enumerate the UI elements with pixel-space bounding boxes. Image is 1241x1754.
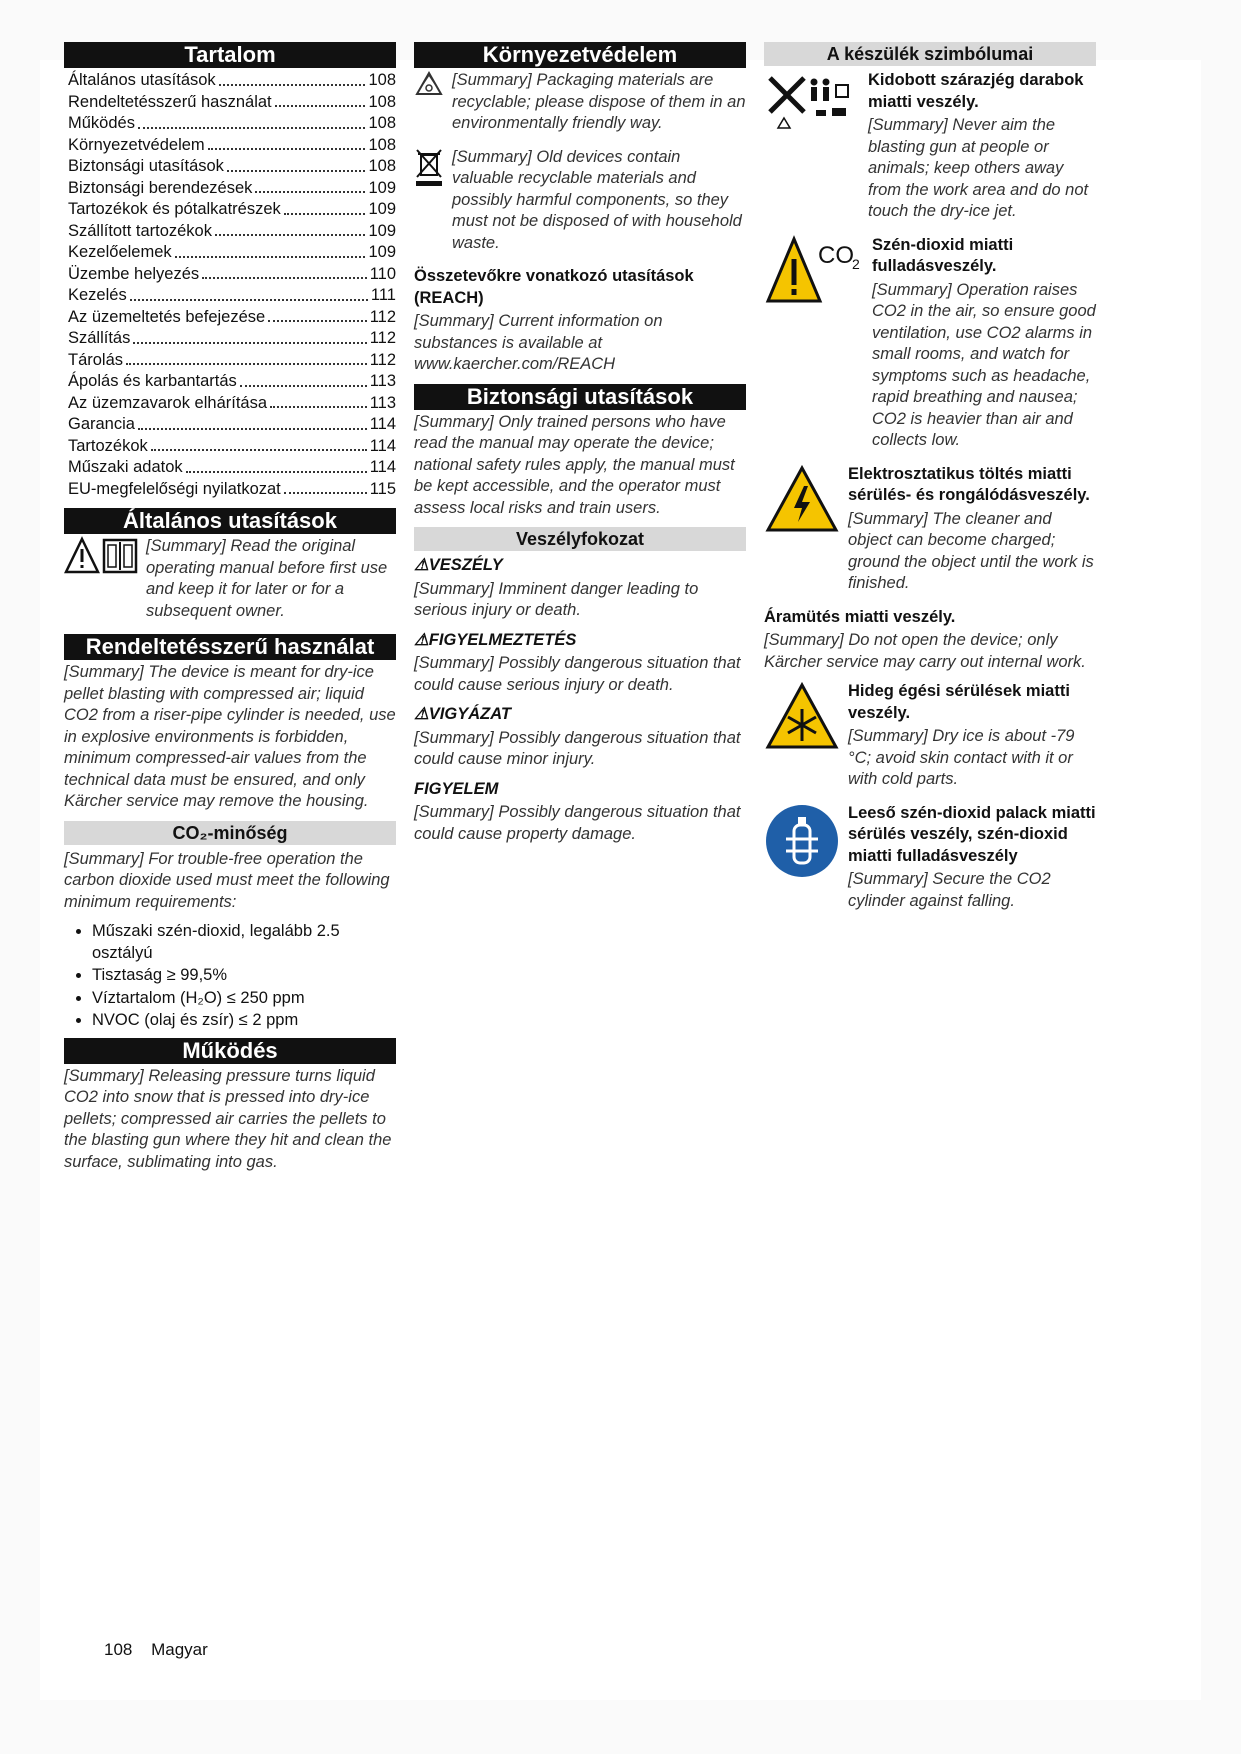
column-left [64,42,396,1181]
toc-entry[interactable] [68,328,396,350]
toc-entry-page: 112 [369,307,396,326]
packaging-block [414,70,746,143]
toc-entry[interactable] [68,479,396,501]
general-summary: [Summary] Read the original operating manual before first use and keep it for later or for a subsequent owner. [146,537,388,620]
toc-entry-page: 115 [369,479,396,498]
read-manual-icon [64,536,138,576]
caution-summary: [Summary] Possibly dangerous situation that could cause minor injury. [414,728,741,768]
warning-triangle-icon: ⚠ [414,556,429,574]
toc-entry-label: Az üzemzavarok elhárítása [68,393,268,412]
toc-entry-label: Környezetvédelem [68,135,205,154]
toc-entry-label: Műszaki adatok [68,458,183,476]
toc-leader [227,156,366,172]
static-title: Elektrosztatikus töltés miatti sérülés- és rongálódásveszély. [848,464,1090,504]
toc-entry-page: 110 [369,264,396,283]
co2-warning-icon [764,235,864,305]
toc-leader [126,350,367,366]
toc-entry-page: 113 [369,393,396,412]
toc-entry-label: Kezelőelemek [68,243,172,261]
notice-label: FIGYELEM [414,779,499,798]
toc-entry[interactable] [68,371,396,393]
toc-entry[interactable] [68,393,396,415]
warning-summary: [Summary] Possibly dangerous situation that could cause serious injury or death. [414,654,741,694]
suffocation-block [764,235,1096,460]
toc-leader [240,371,367,387]
static-block [764,464,1096,603]
toc-entry-page: 112 [369,350,396,369]
toc-leader [138,414,367,430]
safety-summary: [Summary] Only trained persons who have read the manual may operate the device; national safety rules apply, the manual must be kept accessible, and the operator must assess local risks and train users. [414,412,735,517]
warning-label: ⚠FIGYELMEZTETÉS [414,630,577,649]
toc-entry[interactable] [68,70,396,92]
toc-entry-label: Rendeltetésszerű használat [68,92,272,111]
environment-heading: Környezetvédelem [414,42,746,68]
toc-leader [255,178,365,194]
toc-leader [208,135,366,151]
toc-entry-label: Az üzemeltetés befejezése [68,307,266,326]
page-number: 108 [104,1640,133,1659]
list-item: • Műszaki szén-dioxid, legalább 2.5 osztályú [92,921,396,964]
recycling-icon [414,70,444,100]
electronics-block [414,147,746,263]
reach-link[interactable]: www.kaercher.com/REACH [414,355,616,373]
ejected-block [764,70,1096,231]
toc-entry[interactable] [68,178,396,200]
toc-entry[interactable] [68,221,396,243]
toc-leader [130,285,368,301]
toc-entry-label: Szállítás [68,329,131,347]
shock-title: Áramütés miatti veszély. [764,607,956,626]
reach-title: Összetevőkre vonatkozó utasítások (REACH) [414,267,694,307]
warning-triangle-icon: ⚠ [414,705,429,723]
svg-text:2: 2 [852,255,860,272]
notice-summary: [Summary] Possibly dangerous situation that could cause property damage. [414,803,741,843]
cylinder-block [764,803,1096,921]
column-middle [414,42,746,853]
toc-entry-label: Üzembe helyezés [68,264,200,283]
page-footer [104,1640,222,1660]
toc-entry-label: Garancia [68,415,135,433]
co2-quality-summary: [Summary] For trouble-free operation the carbon dioxide used must meet the following minimum requirements: [64,849,390,911]
toc-leader [284,199,366,215]
toc-entry-page: 108 [368,135,396,154]
footer-language: Magyar [151,1640,208,1659]
column-right [764,42,1096,924]
toc-entry[interactable] [68,307,396,329]
toc-entry-label: Biztonsági utasítások [68,157,224,175]
cold-summary: [Summary] Dry ice is about -79 °C; avoid skin contact with it or with cold parts. [848,727,1075,788]
danger-summary: [Summary] Imminent danger leading to serious injury or death. [414,579,699,619]
toc-leader [175,242,366,258]
reach-summary: [Summary] Current information on substances is available at www.kaercher.com/REACH [414,312,663,373]
operation-heading: Működés [64,1038,396,1064]
table-of-contents [64,70,396,500]
hazard-levels-heading: Veszélyfokozat [414,527,746,551]
toc-entry-label: Tárolás [68,350,124,369]
toc-entry-label: Ápolás és karbantartás [68,372,237,390]
co2-quality-heading: CO₂-minőség [64,821,396,845]
toc-entry-page: 108 [368,92,396,111]
toc-entry-page: 114 [369,458,396,476]
toc-leader [138,113,366,129]
list-item: • Víztartalom (H₂O) ≤ 250 ppm [92,988,396,1010]
toc-entry[interactable] [68,199,396,221]
cold-hazard-icon [764,681,840,751]
toc-entry[interactable] [68,264,396,286]
toc-leader [275,92,366,108]
toc-leader [284,479,367,495]
list-item: • Tisztaság ≥ 99,5% [92,965,396,987]
general-block [64,536,396,630]
toc-entry-page: 108 [368,71,396,89]
cold-block [764,681,1096,799]
toc-heading: Tartalom [64,42,396,68]
toc-entry-page: 108 [368,157,396,175]
cylinder-title: Leeső szén-dioxid palack miatti sérülés veszély, szén-dioxid miatti fulladásveszély [848,803,1096,865]
caution-label: ⚠VIGYÁZAT [414,705,511,723]
toc-entry-label: Kezelés [68,286,127,304]
cold-title: Hideg égési sérülések miatti veszély. [848,682,1070,722]
ejected-summary: [Summary] Never aim the blasting gun at people or animals; keep others away from the work area and do not touch the dry-ice jet. [868,116,1089,220]
toc-leader [202,264,367,280]
toc-leader [219,70,366,86]
ejected-title: Kidobott szárazjég darabok miatti veszély. [868,71,1084,111]
toc-leader [270,393,367,409]
toc-entry[interactable] [68,92,396,114]
toc-entry-label: Tartozékok és pótalkatrészek [68,200,281,218]
toc-entry-label: Általános utasítások [68,71,216,89]
crossed-bin-icon [414,147,444,187]
toc-entry-page: 109 [368,200,396,218]
toc-leader [186,457,367,473]
toc-entry[interactable] [68,135,396,157]
toc-entry-label: Tartozékok [68,436,148,455]
toc-entry[interactable] [68,414,396,436]
toc-entry-page: 111 [370,286,396,304]
suffocation-summary: [Summary] Operation raises CO2 in the air, so ensure good ventilation, use CO2 alarms in small rooms, and watch for symptoms such as headache, rapid breathing and nausea; CO2 is heavier than air and collects low. [872,280,1096,449]
toc-entry-page: 108 [368,114,396,132]
intended-use-summary: [Summary] The device is meant for dry-ice pellet blasting with compressed air; liquid CO2 from a riser-pipe cylinder is needed, use in explosive environments is forbidden, minimum compressed-air values from the technical data must be ensured, and only Kärcher service may remove the housing. [64,663,396,810]
packaging-summary: [Summary] Packaging materials are recyclable; please dispose of them in an environmentally friendly way. [452,71,746,132]
cylinder-summary: [Summary] Secure the CO2 cylinder against falling. [848,870,1051,910]
symbols-heading: A készülék szimbólumai [764,42,1096,66]
toc-entry-page: 109 [368,221,396,240]
toc-leader [215,221,365,237]
toc-leader [268,307,366,323]
operation-summary: [Summary] Releasing pressure turns liquid CO2 into snow that is pressed into dry-ice pellets; compressed air carries the pellets to the blasting gun where they hit and clean the surface, sublimating into gas. [64,1066,392,1171]
toc-entry-page: 109 [368,178,396,197]
static-summary: [Summary] The cleaner and object can become charged; ground the object until the work is finished. [848,509,1094,592]
toc-entry-label: Működés [68,114,135,132]
toc-entry[interactable] [68,156,396,178]
list-item: • NVOC (olaj és zsír) ≤ 2 ppm [92,1010,396,1032]
toc-leader [133,328,366,344]
intended-use-heading: Rendeltetésszerű használat [64,634,396,660]
toc-entry-page: 113 [369,372,396,390]
suffocation-title: Szén-dioxid miatti fulladásveszély. [872,235,1014,275]
svg-text:CO: CO [818,241,854,269]
electric-hazard-icon [764,464,840,534]
secure-cylinder-icon [764,803,840,879]
co2-quality-list [64,921,396,1032]
toc-leader [151,436,367,452]
danger-label: ⚠VESZÉLY [414,556,503,574]
toc-entry-page: 114 [369,415,396,433]
toc-entry[interactable] [68,350,396,372]
warning-triangle-icon: ⚠ [414,630,429,649]
toc-entry[interactable] [68,242,396,264]
no-aiming-at-people-icon [764,70,860,130]
toc-entry-label: EU-megfelelőségi nyilatkozat [68,479,281,498]
toc-entry[interactable] [68,113,396,135]
toc-entry-label: Szállított tartozékok [68,221,212,240]
toc-entry[interactable] [68,285,396,307]
toc-entry[interactable] [68,436,396,458]
toc-entry[interactable] [68,457,396,479]
toc-entry-page: 109 [368,243,396,261]
toc-entry-page: 114 [369,436,396,455]
general-heading: Általános utasítások [64,508,396,534]
toc-entry-label: Biztonsági berendezések [68,178,253,197]
toc-entry-page: 112 [369,329,396,347]
electronics-summary: [Summary] Old devices contain valuable recyclable materials and possibly harmful components, so they must not be disposed of with household waste. [452,147,742,252]
safety-heading: Biztonsági utasítások [414,384,746,410]
shock-summary: [Summary] Do not open the device; only Kärcher service may carry out internal work. [764,631,1086,671]
